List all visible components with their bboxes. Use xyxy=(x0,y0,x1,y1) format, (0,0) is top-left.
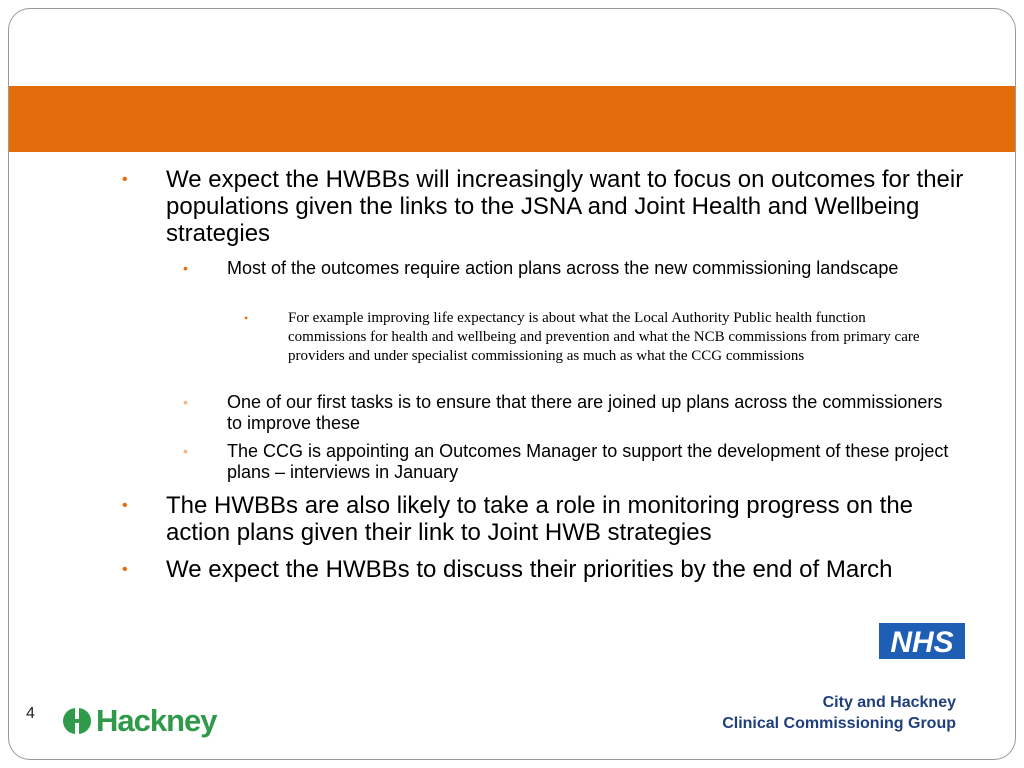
header-band xyxy=(9,86,1015,152)
bullet-item xyxy=(122,166,976,247)
hackney-logo xyxy=(60,703,217,739)
bullet-icon: • xyxy=(122,497,128,514)
ccg-name-line2: Clinical Commissioning Group xyxy=(722,715,956,732)
bullet-item xyxy=(183,258,957,279)
hackney-h-icon xyxy=(60,705,94,737)
ccg-name-line1: City and Hackney xyxy=(822,694,956,711)
bullet-item xyxy=(122,556,976,583)
bullet-text: We expect the HWBBs to discuss their priorities by the end of March xyxy=(166,556,893,583)
bullet-text: The CCG is appointing an Outcomes Manager to support the development of these project plans – interviews in January xyxy=(227,441,949,482)
bullet-item xyxy=(183,392,957,434)
bullet-icon: • xyxy=(122,561,128,578)
bullet-icon: • xyxy=(244,311,249,325)
ccg-name xyxy=(722,692,956,734)
bullet-item xyxy=(244,309,938,366)
bullet-text: For example improving life expectancy is about what the Local Authority Public health function commissions for health and wellbeing and prevention and what the NCB commissions from primary care providers and under specialist commissioning as much as what the CCG commissions xyxy=(288,310,920,364)
bullet-text: Most of the outcomes require action plans across the new commissioning landscape xyxy=(227,258,899,278)
page-number: 4 xyxy=(26,705,35,722)
bullet-text: We expect the HWBBs will increasingly want to focus on outcomes for their populations given the links to the JSNA and Joint Health and Wellbeing strategies xyxy=(166,166,964,247)
hackney-logo-text: Hackney xyxy=(96,703,217,738)
bullet-item xyxy=(183,441,957,483)
bullet-text: The HWBBs are also likely to take a role in monitoring progress on the action plans given their link to Joint HWB strategies xyxy=(166,492,914,546)
nhs-logo-text: NHS xyxy=(890,626,954,659)
bullet-icon: • xyxy=(183,443,188,459)
bullet-text: One of our first tasks is to ensure that there are joined up plans across the commissioners to improve these xyxy=(227,392,943,433)
nhs-logo xyxy=(879,623,965,659)
bullet-icon: • xyxy=(122,171,128,188)
bullet-icon: • xyxy=(183,394,188,410)
slide-frame xyxy=(8,8,1016,760)
bullet-item xyxy=(122,492,976,546)
bullet-icon: • xyxy=(183,260,188,276)
